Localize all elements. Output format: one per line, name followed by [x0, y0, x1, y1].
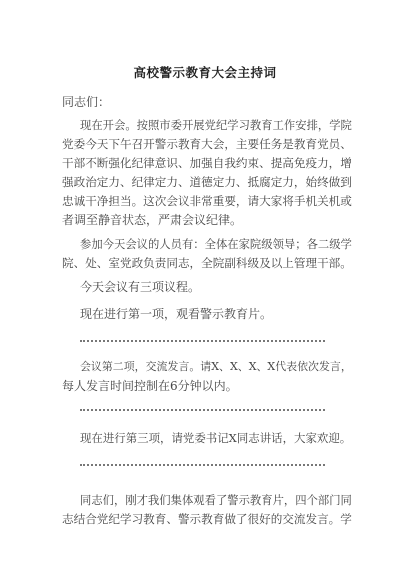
paragraph-line: 院、处、室党政负责同志，全院副科级及以上管理干部。 [62, 256, 352, 270]
paragraph-line: 今天会议有三项议程。 [80, 280, 201, 294]
paragraph-line: 参加今天会议的人员有：全体在家院级领导；各二级学 [80, 237, 352, 251]
paragraph-line: 强政治定力、纪律定力、道德定力、抵腐定力，始终做到 [62, 175, 352, 189]
dotted-separator [80, 464, 325, 468]
paragraph-line: 现在进行第一项，观看警示教育片。 [80, 307, 273, 321]
paragraph-line: 志结合党纪学习教育、警示教育做了很好的交流发言。学 [62, 512, 352, 526]
paragraph-line: 现在进行第三项，请党委书记X同志讲话，大家欢迎。 [80, 431, 352, 445]
document-title: 高校警示教育大会主持词 [133, 65, 277, 80]
paragraph-line: 忠诚干净担当。这次会议非常重要，请大家将手机关机或 [62, 194, 352, 208]
paragraph-line: 党委今天下午召开警示教育大会，主要任务是教育党员、 [62, 137, 352, 151]
paragraph-line: 者调至静音状态，严肃会议纪律。 [62, 213, 243, 227]
dotted-separator [80, 340, 325, 344]
paragraph-line: 同志们，刚才我们集体观看了警示教育片，四个部门同 [80, 493, 352, 507]
paragraph-line: 干部不断强化纪律意识、加强自我约束、提高免疫力，增 [62, 156, 352, 170]
dotted-separator [80, 409, 325, 413]
paragraph-line: 现在开会。按照市委开展党纪学习教育工作安排，学院 [80, 118, 352, 132]
greeting: 同志们： [62, 95, 111, 109]
paragraph-line: 会议第二项，交流发言。请X、X、X、X代表依次发言， [80, 360, 352, 373]
paragraph-line: 每人发言时间控制在6分钟以内。 [62, 379, 238, 393]
